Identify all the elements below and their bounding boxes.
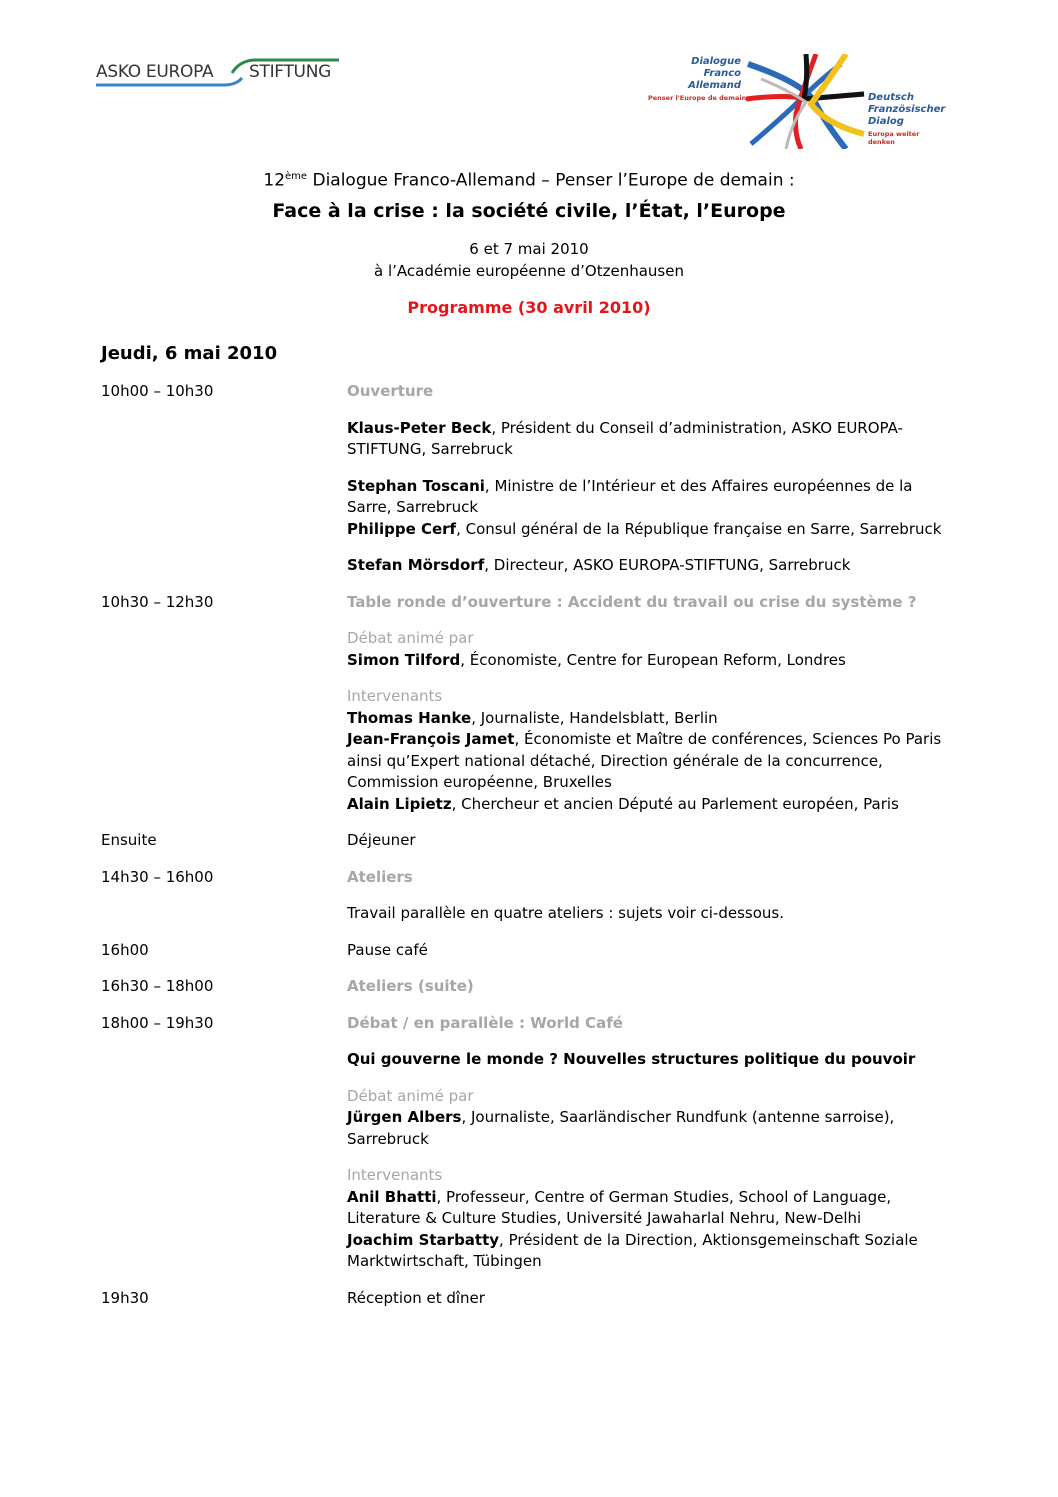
session-label: Débat animé par: [347, 629, 474, 647]
speaker-role: , Économiste et Maître de conférences, Sciences Po Paris ainsi qu’Expert national détaché, Direction générale de la concurrence, Commission européenne, Bruxelles: [347, 730, 942, 791]
speaker-role: , Professeur, Centre of German Studies, School of Language, Literature & Culture Studies, Université Jawaharlal Nehru, New-Delhi: [347, 1187, 892, 1227]
logo-text: Dialog: [868, 116, 904, 127]
speaker: [347, 650, 947, 672]
speaker-role: , Directeur, ASKO EUROPA-STIFTUNG, Sarrebruck: [484, 556, 851, 574]
speaker: [347, 476, 947, 519]
event-subtitle: [0, 166, 1058, 192]
session-content: [347, 1288, 947, 1310]
logo-text: Dialogue: [691, 56, 741, 67]
session-content: [347, 381, 947, 577]
speaker-name: Klaus-Peter Beck: [347, 418, 492, 437]
speaker-role: , Chercheur et ancien Député au Parlement européen, Paris: [451, 794, 899, 813]
speaker-name: Jean-François Jamet: [347, 730, 515, 748]
session-content: [347, 1013, 947, 1273]
session-topic: Qui gouverne le monde ? Nouvelles structures politique du pouvoir: [347, 1050, 916, 1068]
speaker-role: , Journaliste, Saarländischer Rundfunk (antenne sarroise), Sarrebruck: [347, 1108, 895, 1148]
session-content: [347, 592, 947, 816]
speaker-name: Stefan Mörsdorf: [347, 556, 485, 574]
speaker-role: , Président du Conseil d’administration, ASKO EUROPA-STIFTUNG, Sarrebruck: [347, 418, 903, 458]
speaker-name: Alain Lipietz: [347, 794, 452, 813]
session-time: 14h30 – 16h00: [101, 867, 214, 886]
logo-text: Franco: [703, 68, 741, 79]
event-dates-venue: [0, 238, 1058, 282]
session-content: [347, 940, 947, 962]
event-venue: à l’Académie européenne d’Otzenhausen: [374, 262, 684, 280]
speaker: [347, 1230, 947, 1273]
session-heading: Table ronde d’ouverture : Accident du travail ou crise du système ?: [347, 592, 917, 611]
session-content: [347, 830, 947, 852]
session-time: 19h30: [101, 1288, 149, 1307]
speaker: [347, 1107, 947, 1150]
logo-text: Französischer: [868, 104, 946, 115]
speaker-role: , Ministre de l’Intérieur et des Affaires européennes de la Sarre, Sarrebruck: [347, 476, 913, 516]
session-heading: Ateliers (suite): [347, 977, 474, 995]
speaker-name: Anil Bhatti: [347, 1187, 437, 1206]
ribbons-stars-icon: [746, 54, 866, 149]
speaker-name: Jürgen Albers: [347, 1108, 462, 1126]
speaker-role: , Consul général de la République française en Sarre, Sarrebruck: [456, 519, 942, 538]
session-text: Déjeuner: [347, 831, 416, 849]
session-time: 16h00: [101, 940, 149, 959]
speaker-role: , Journaliste, Handelsblatt, Berlin: [471, 708, 718, 727]
subtitle-superscript: ème: [285, 171, 308, 182]
session-label: Intervenants: [347, 1166, 443, 1184]
speaker-name: Philippe Cerf: [347, 519, 457, 538]
speaker: [347, 418, 947, 461]
schedule-row: [101, 592, 961, 816]
schedule-row: [101, 867, 961, 925]
speaker: [347, 794, 947, 816]
session-label: Débat animé par: [347, 1086, 474, 1105]
subtitle-number: 12: [263, 170, 286, 191]
schedule: [101, 381, 961, 1324]
schedule-row: [101, 976, 961, 998]
logo-tagline: Europa weiter denken: [868, 130, 920, 146]
session-time: 18h00 – 19h30: [101, 1013, 214, 1032]
speaker: [347, 1187, 947, 1230]
session-time: 10h00 – 10h30: [101, 382, 214, 400]
speaker-name: Stephan Toscani: [347, 476, 485, 495]
event-title: Face à la crise : la société civile, l’État, l’Europe: [272, 200, 786, 222]
programme-date: Programme (30 avril 2010): [407, 298, 651, 317]
speaker: [347, 729, 947, 794]
session-text: Travail parallèle en quatre ateliers : sujets voir ci-dessous.: [347, 904, 784, 922]
logo-tagline: Penser l'Europe de demain: [648, 94, 747, 102]
session-time: Ensuite: [101, 831, 157, 849]
dialogue-franco-allemand-logo: [648, 54, 948, 149]
schedule-row: [101, 1288, 961, 1310]
session-heading: Ateliers: [347, 867, 413, 886]
session-content: [347, 867, 947, 925]
session-heading: Débat / en parallèle : World Café: [347, 1013, 623, 1032]
speaker-role: , Économiste, Centre for European Reform, Londres: [460, 650, 846, 669]
session-time: 10h30 – 12h30: [101, 592, 214, 611]
speaker: [347, 555, 947, 577]
logo-word-2: STIFTUNG: [249, 62, 331, 82]
logo-word-1: ASKO EUROPA: [96, 62, 214, 82]
session-label: Intervenants: [347, 687, 443, 705]
session-time: 16h30 – 18h00: [101, 977, 214, 995]
speaker: [347, 519, 947, 541]
session-text: Réception et dîner: [347, 1288, 485, 1307]
session-heading: Ouverture: [347, 382, 434, 400]
event-dates: 6 et 7 mai 2010: [469, 240, 589, 258]
asko-europa-stiftung-logo: [96, 58, 341, 90]
subtitle-text: Dialogue Franco-Allemand – Penser l’Europe de demain :: [307, 170, 795, 191]
logo-text: Allemand: [688, 80, 741, 91]
speaker-name: Joachim Starbatty: [347, 1230, 500, 1249]
logo-text: Deutsch: [868, 92, 914, 103]
day-heading: Jeudi, 6 mai 2010: [101, 343, 278, 364]
speaker: [347, 708, 947, 730]
speaker-name: Thomas Hanke: [347, 708, 472, 727]
schedule-row: [101, 940, 961, 962]
speaker-role: , Président de la Direction, Aktionsgemeinschaft Soziale Marktwirtschaft, Tübingen: [347, 1230, 918, 1270]
schedule-row: [101, 1013, 961, 1273]
session-content: [347, 976, 947, 998]
session-text: Pause café: [347, 940, 428, 959]
schedule-row: [101, 830, 961, 852]
schedule-row: [101, 381, 961, 577]
speaker-name: Simon Tilford: [347, 650, 461, 669]
